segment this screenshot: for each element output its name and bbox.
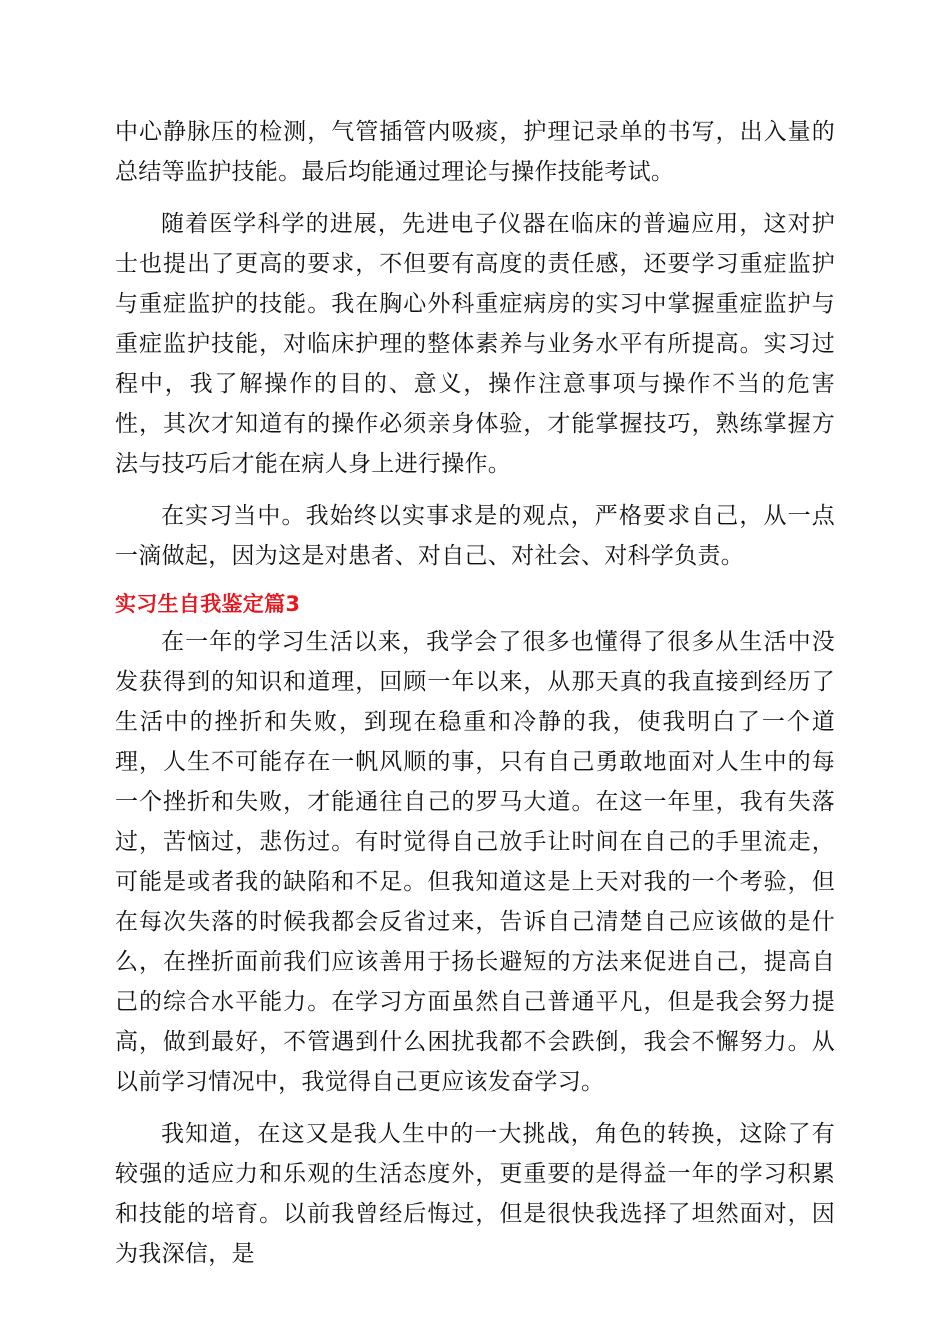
paragraph-continuation: 中心静脉压的检测，气管插管内吸痰，护理记录单的书写，出入量的总结等监护技能。最后均能通过理论与操作技能考试。 [115,119,835,185]
section-heading: 实习生自我鉴定篇3 [115,592,301,616]
paragraph-medical-progress: 随着医学科学的进展，先进电子仪器在临床的普遍应用，这对护士也提出了更高的要求，不但要有高度的责任感，还要学习重症监护与重症监护的技能。我在胸心外科重症病房的实习中掌握重症监护与重症监护技能，对临床护理的整体素养与业务水平有所提高。实习过程中，我了解操作的目的、意义，操作注意事项与操作不当的危害性，其次才知道有的操作必须亲身体验，才能掌握技巧，熟练掌握方法与技巧后才能在病人身上进行操作。 [115,211,835,477]
document-page [115,112,835,1274]
paragraph-new-challenge: 我知道，在这又是我人生中的一大挑战，角色的转换，这除了有较强的适应力和乐观的生活态度外，更重要的是得益一年的学习积累和技能的培育。以前我曾经后悔过，但是很快我选择了坦然面对，因为我深信，是 [115,1121,835,1267]
paragraph-internship-attitude: 在实习当中。我始终以实事求是的观点，严格要求自己，从一点一滴做起，因为这是对患者、对自己、对社会、对科学负责。 [115,503,835,569]
paragraph-one-year-study: 在一年的学习生活以来，我学会了很多也懂得了很多从生活中没发获得到的知识和道理，回顾一年以来，从那天真的我直接到经历了生活中的挫折和失败，到现在稳重和冷静的我，使我明白了一个道理，人生不可能存在一帆风顺的事，只有自己勇敢地面对人生中的每一个挫折和失败，才能通往自己的罗马大道。在这一年里，我有失落过，苦恼过，悲伤过。有时觉得自己放手让时间在自己的手里流走，可能是或者我的缺陷和不足。但我知道这是上天对我的一个考验，但在每次失落的时候我都会反省过来，告诉自己清楚自己应该做的是什么，在挫折面前我们应该善用于扬长避短的方法来促进自己，提高自己的综合水平能力。在学习方面虽然自己普通平凡，但是我会努力提高，做到最好，不管遇到什么困扰我都不会跌倒，我会不懈努力。从以前学习情况中，我觉得自己更应该发奋学习。 [115,629,835,1095]
